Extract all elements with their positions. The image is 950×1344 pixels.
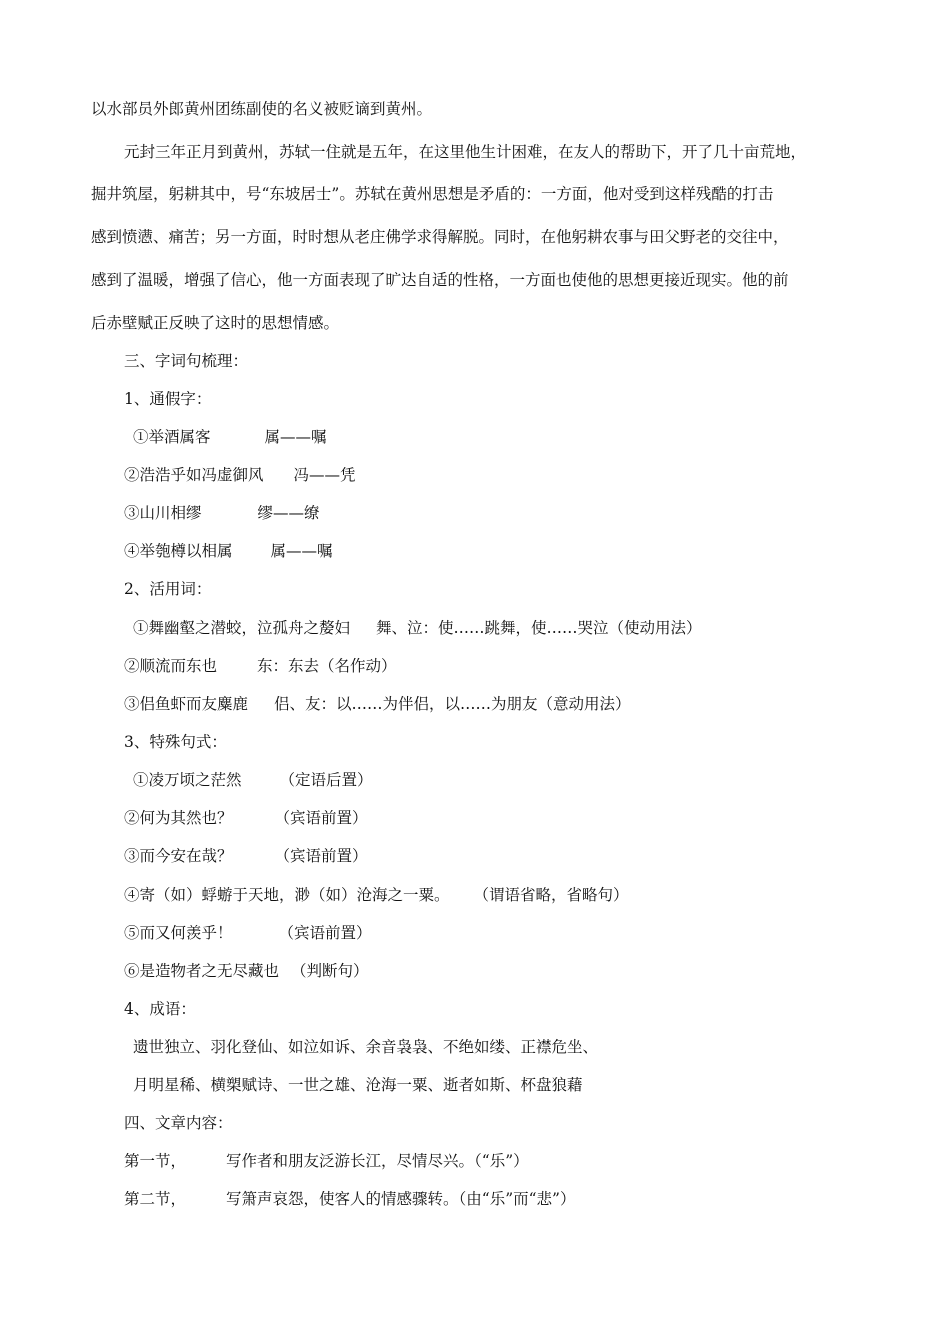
- subsection-heading: 2、活用词：: [124, 580, 212, 598]
- item-note: （定语后置）: [279, 771, 373, 789]
- list-item: [133, 618, 702, 638]
- item-note: 属——嘱: [270, 542, 333, 560]
- item-label: 第二节，: [124, 1190, 187, 1208]
- list-item: [124, 885, 629, 905]
- item-note: 侣、友：以……为伴侣，以……为朋友（意动用法）: [274, 695, 631, 713]
- content-item: [124, 1189, 575, 1209]
- list-item: [124, 846, 368, 866]
- list-item: [124, 656, 397, 676]
- item-note: （宾语前置）: [278, 924, 372, 942]
- section-heading: 三、字词句梳理：: [124, 352, 249, 370]
- item-note: 舞、泣：使……跳舞，使……哭泣（使动用法）: [376, 619, 702, 637]
- item-text: ③山川相缪: [124, 504, 202, 522]
- item-text: ⑥是造物者之无尽藏也: [124, 962, 280, 980]
- item-text: ①舞幽壑之潜蛟，泣孤舟之嫠妇: [133, 619, 351, 637]
- item-text: 写箫声哀怨，使客人的情感骤转。（由“乐”而“悲”）: [226, 1190, 576, 1208]
- item-text: ②顺流而东也: [124, 657, 218, 675]
- item-text: 写作者和朋友泛游长江，尽情尽兴。（“乐”）: [226, 1152, 529, 1170]
- item-note: （判断句）: [291, 962, 369, 980]
- idiom-line: 月明星稀、横槊赋诗、一世之雄、沧海一粟、逝者如斯、杯盘狼藉: [133, 1076, 583, 1094]
- item-note: （谓语省略，省略句）: [473, 886, 629, 904]
- item-note: 属——嘱: [264, 428, 327, 446]
- list-item: [124, 923, 372, 943]
- item-text: ④寄（如）蜉蝣于天地，渺（如）沧海之一粟。: [124, 886, 450, 904]
- item-note: 东：东去（名作动）: [257, 657, 397, 675]
- paragraph-line: 以水部员外郎黄州团练副使的名义被贬谪到黄州。: [91, 100, 433, 118]
- list-item: [124, 541, 333, 561]
- paragraph-line: 元封三年正月到黄州，苏轼一住就是五年，在这里他生计困难，在友人的帮助下，开了几十亩荒地，: [124, 143, 807, 161]
- list-item: [124, 808, 368, 828]
- list-item: [133, 427, 327, 447]
- item-text: ②浩浩乎如冯虚御风: [124, 466, 264, 484]
- item-text: ③侣鱼虾而友麋鹿: [124, 695, 249, 713]
- item-text: ④举匏樽以相属: [124, 542, 233, 560]
- item-text: ③而今安在哉？: [124, 847, 233, 865]
- item-text: ⑤而又何羡乎！: [124, 924, 233, 942]
- paragraph-line: 后赤壁赋正反映了这时的思想情感。: [91, 314, 340, 332]
- list-item: [124, 961, 369, 981]
- item-note: （宾语前置）: [274, 847, 368, 865]
- item-text: ①举酒属客: [133, 428, 211, 446]
- subsection-heading: 3、特殊句式：: [124, 733, 227, 751]
- paragraph-line: 感到了温暖，增强了信心，他一方面表现了旷达自适的性格，一方面也使他的思想更接近现实。他的前: [91, 271, 789, 289]
- item-note: 缪——缭: [257, 504, 320, 522]
- subsection-heading: 4、成语：: [124, 1000, 196, 1018]
- list-item: [124, 503, 320, 523]
- item-text: ②何为其然也？: [124, 809, 233, 827]
- item-text: ①凌万顷之茫然: [133, 771, 242, 789]
- list-item: [124, 465, 356, 485]
- item-note: 冯——凭: [293, 466, 356, 484]
- list-item: [133, 770, 373, 790]
- content-item: [124, 1151, 529, 1171]
- paragraph-line: 掘井筑屋，躬耕其中，号“东坡居士”。苏轼在黄州思想是矛盾的：一方面，他对受到这样残酷的打击: [91, 185, 774, 203]
- subsection-heading: 1、通假字：: [124, 390, 212, 408]
- list-item: [124, 694, 631, 714]
- idiom-line: 遗世独立、羽化登仙、如泣如诉、余音袅袅、不绝如缕、正襟危坐、: [133, 1038, 599, 1056]
- item-note: （宾语前置）: [274, 809, 368, 827]
- item-label: 第一节，: [124, 1152, 187, 1170]
- section-heading: 四、文章内容：: [124, 1114, 233, 1132]
- paragraph-line: 感到愤懑、痛苦；另一方面，时时想从老庄佛学求得解脱。同时，在他躬耕农事与田父野老的交往中，: [91, 228, 789, 246]
